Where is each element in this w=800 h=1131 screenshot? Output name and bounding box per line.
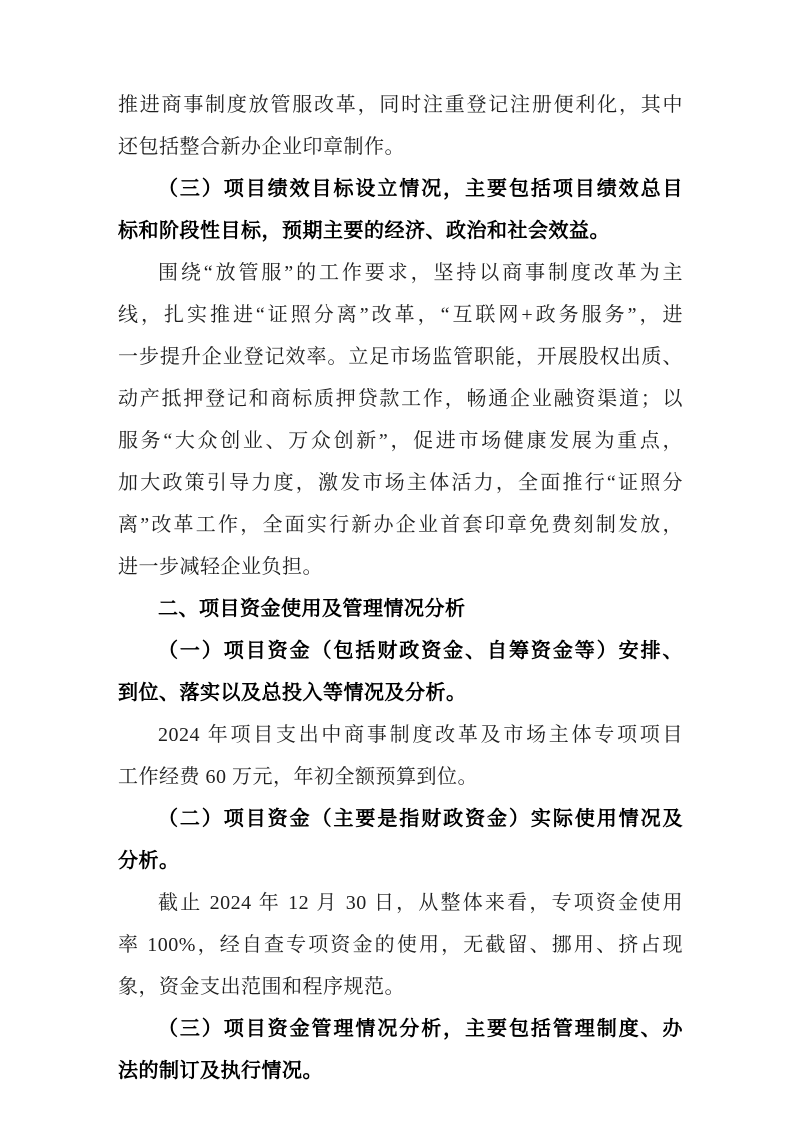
text-line: 离”改革工作，全面实行新办企业首套印章免费刻制发放， bbox=[118, 514, 683, 536]
document-body bbox=[118, 84, 683, 1092]
text-line: 围绕“放管服”的工作要求，坚持以商事制度改革为主 bbox=[158, 262, 683, 284]
text-line: 动产抵押登记和商标质押贷款工作，畅通企业融资渠道；以 bbox=[118, 388, 683, 410]
text-line: 到位、落实以及总投入等情况及分析。 bbox=[118, 682, 467, 704]
heading-item-1-fund-arrangement bbox=[118, 630, 683, 714]
heading-item-3-fund-management bbox=[118, 1008, 683, 1092]
text-line: （二）项目资金（主要是指财政资金）实际使用情况及 bbox=[158, 808, 683, 830]
text-line: 还包括整合新办企业印章制作。 bbox=[118, 136, 405, 158]
text-line: 加大政策引导力度，激发市场主体活力，全面推行“证照分 bbox=[118, 472, 683, 494]
para-fangguanfu-work bbox=[118, 252, 683, 588]
text-line: 二、项目资金使用及管理情况分析 bbox=[158, 598, 466, 620]
text-line: 象，资金支出范围和程序规范。 bbox=[118, 976, 405, 998]
para-fund-arrangement-detail bbox=[118, 714, 683, 798]
text-line: 法的制订及执行情况。 bbox=[118, 1060, 323, 1082]
text-line: 标和阶段性目标，预期主要的经济、政治和社会效益。 bbox=[118, 220, 610, 242]
text-line: 2024 年项目支出中商事制度改革及市场主体专项项目 bbox=[158, 724, 683, 746]
para-fund-usage-detail bbox=[118, 882, 683, 1008]
text-line: （三）项目资金管理情况分析，主要包括管理制度、办 bbox=[158, 1018, 683, 1040]
heading-item-2-actual-fund-usage bbox=[118, 798, 683, 882]
text-line: 截止 2024 年 12 月 30 日，从整体来看，专项资金使用 bbox=[158, 892, 683, 914]
text-line: 一步提升企业登记效率。立足市场监管职能，开展股权出质、 bbox=[118, 346, 683, 368]
text-line: 推进商事制度放管服改革，同时注重登记注册便利化，其中 bbox=[118, 94, 683, 116]
text-line: 工作经费 60 万元，年初全额预算到位。 bbox=[118, 766, 478, 788]
para-carryover-reform bbox=[118, 84, 683, 168]
text-line: 服务“大众创业、万众创新”，促进市场健康发展为重点， bbox=[118, 430, 683, 452]
text-line: 进一步减轻企业负担。 bbox=[118, 556, 323, 578]
heading-item-3-performance-goals bbox=[118, 168, 683, 252]
text-line: 线，扎实推进“证照分离”改革，“互联网+政务服务”，进 bbox=[118, 304, 683, 326]
text-line: （三）项目绩效目标设立情况，主要包括项目绩效总目 bbox=[158, 178, 683, 200]
text-line: 分析。 bbox=[118, 850, 180, 872]
text-line: （一）项目资金（包括财政资金、自筹资金等）安排、 bbox=[158, 640, 683, 662]
text-line: 率 100%，经自查专项资金的使用，无截留、挪用、挤占现 bbox=[118, 934, 683, 956]
heading-section-2-fund-usage-analysis bbox=[118, 588, 683, 630]
